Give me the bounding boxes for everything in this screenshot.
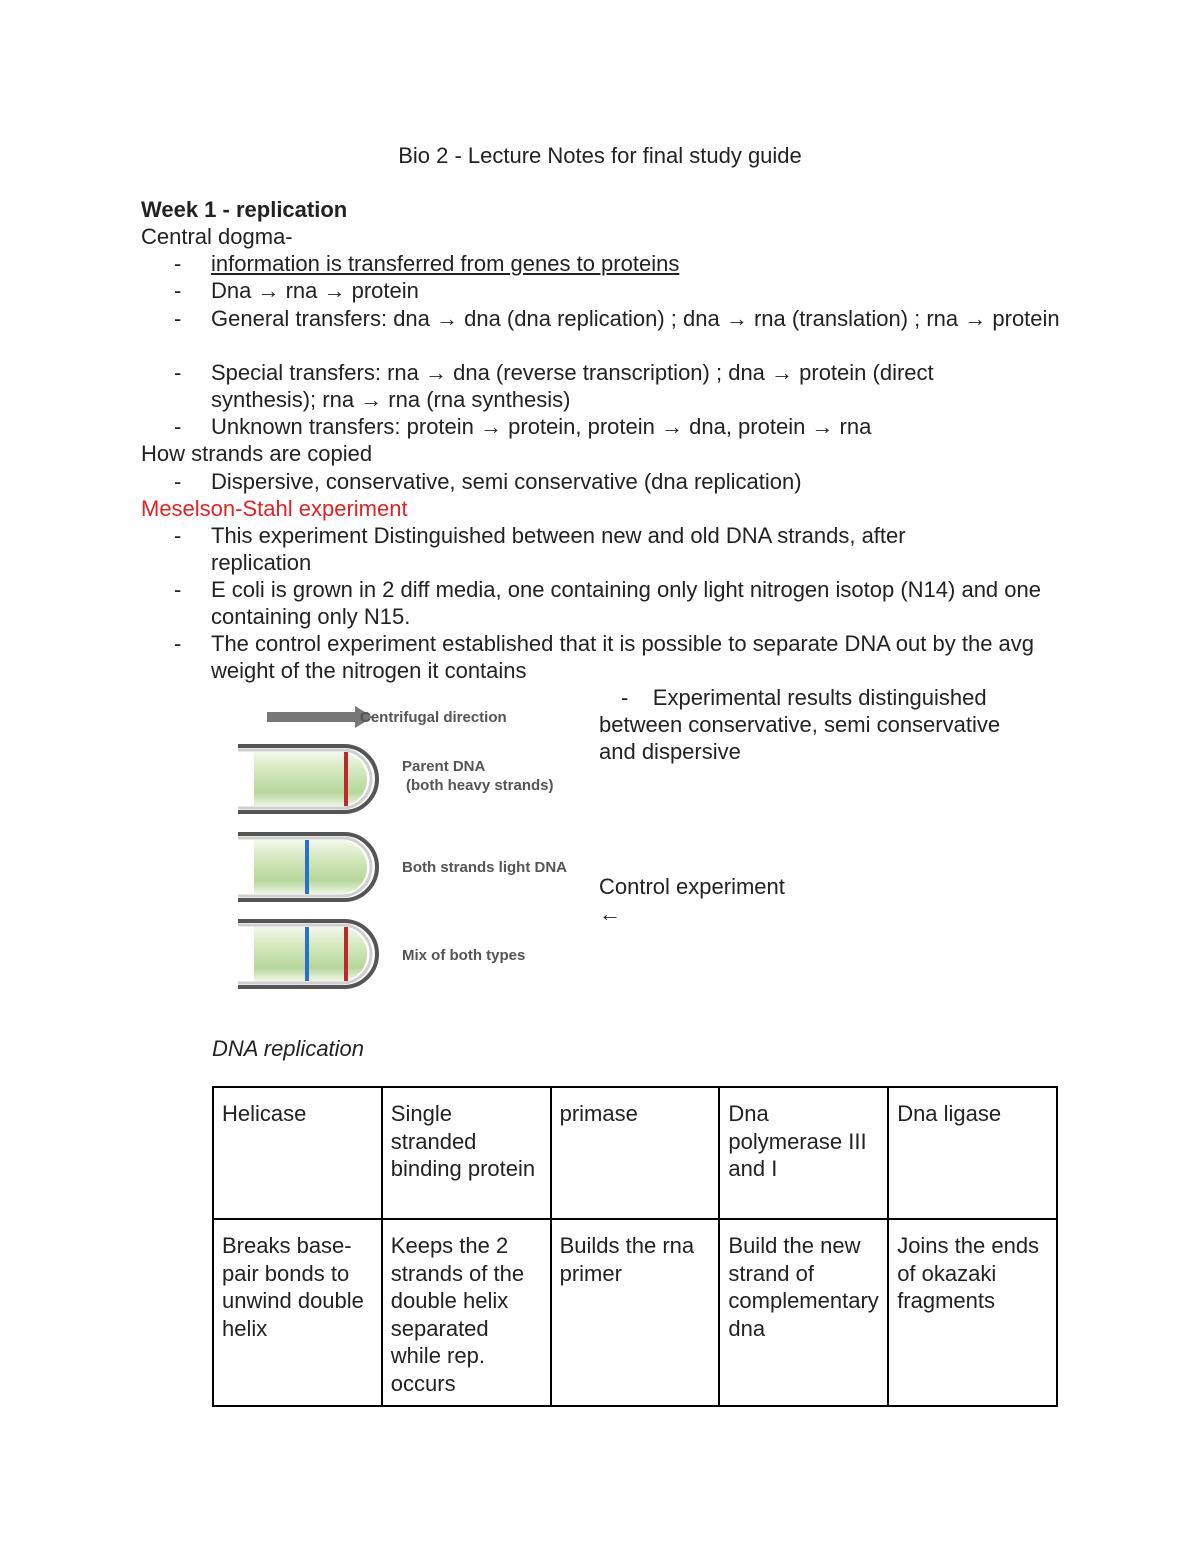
left-arrow-icon: ← <box>599 901 621 926</box>
light-band <box>305 840 309 894</box>
test-tube-light <box>238 834 377 900</box>
bullet-marker: - <box>174 251 182 276</box>
list-item-text: Special transfers: rna → dna (reverse transcription) ; dna → protein (direct synthesis); rna → rna (rna synthesis) <box>211 360 934 412</box>
table-cell: Helicase <box>213 1087 382 1219</box>
bullet-marker: - <box>174 306 182 331</box>
dna-replication-label: DNA replication <box>212 1036 365 1061</box>
bullet-marker: - <box>174 577 182 602</box>
meselson-heading: Meselson-Stahl experiment <box>141 496 408 521</box>
bullet-marker: - <box>174 523 182 548</box>
bullet-marker: - <box>174 414 182 439</box>
tube-label: Both strands light DNA <box>402 859 567 876</box>
table-cell: Dna polymerase III and I <box>719 1087 888 1219</box>
page-title: Bio 2 - Lecture Notes for final study guide <box>398 143 802 168</box>
centrifugal-direction-label: Centrifugal direction <box>360 709 507 726</box>
tube-label: Mix of both types <box>402 947 526 964</box>
table-cell: Dna ligase <box>888 1087 1057 1219</box>
table-cell: Keeps the 2 strands of the double helix separated while rep. occurs <box>382 1219 551 1406</box>
table-row <box>213 1087 1057 1219</box>
side-note <box>599 684 1039 765</box>
bullet-marker: - <box>174 469 182 494</box>
bullet-marker: - <box>174 631 182 656</box>
table-cell: Breaks base-pair bonds to unwind double helix <box>213 1219 382 1406</box>
list-item-text: Unknown transfers: protein → protein, protein → dna, protein → rna <box>211 414 872 439</box>
bullet-marker: - <box>174 360 182 385</box>
test-tube-mix <box>238 921 377 987</box>
dna-replication-table <box>212 1086 1058 1407</box>
bullet-marker: - <box>174 278 182 303</box>
list-item-text: information is transferred from genes to proteins <box>211 251 680 276</box>
table-row <box>213 1219 1057 1406</box>
list-item-text: E coli is grown in 2 diff media, one containing only light nitrogen isotop (N14) and one containing only N15. <box>211 577 1041 629</box>
control-experiment-label: Control experiment <box>599 874 785 899</box>
heavy-band <box>344 752 348 806</box>
week-heading: Week 1 - replication <box>141 197 348 222</box>
direction-arrow-icon <box>267 706 373 728</box>
list-item-text: Dna → rna → protein <box>211 278 419 303</box>
table-cell: primase <box>551 1087 720 1219</box>
central-dogma-heading: Central dogma- <box>141 224 293 249</box>
tube-label: Parent DNA <box>402 758 486 775</box>
list-item-text: This experiment Distinguished between new and old DNA strands, after replication <box>211 523 906 575</box>
table-cell: Joins the ends of okazaki fragments <box>888 1219 1057 1406</box>
list-item-text: General transfers: dna → dna (dna replication) ; dna → rna (translation) ; rna → protein <box>211 306 1060 331</box>
table-cell: Build the new strand of complementary dna <box>719 1219 888 1406</box>
light-band <box>305 927 309 981</box>
list-item-text: Dispersive, conservative, semi conservative (dna replication) <box>211 469 802 494</box>
tube-label: (both heavy strands) <box>406 777 554 794</box>
test-tube-parent <box>238 746 377 812</box>
table-cell: Single stranded binding protein <box>382 1087 551 1219</box>
bullet-marker: - <box>621 685 629 710</box>
table-cell: Builds the rna primer <box>551 1219 720 1406</box>
heavy-band <box>344 927 348 981</box>
strands-heading: How strands are copied <box>141 441 373 466</box>
side-note-text: Experimental results distinguished between conservative, semi conservative and dispersive <box>599 685 1001 764</box>
list-item-text: The control experiment established that it is possible to separate DNA out by the avg weight of the nitrogen it contains <box>211 631 1035 683</box>
centrifuge-figure <box>232 700 577 995</box>
